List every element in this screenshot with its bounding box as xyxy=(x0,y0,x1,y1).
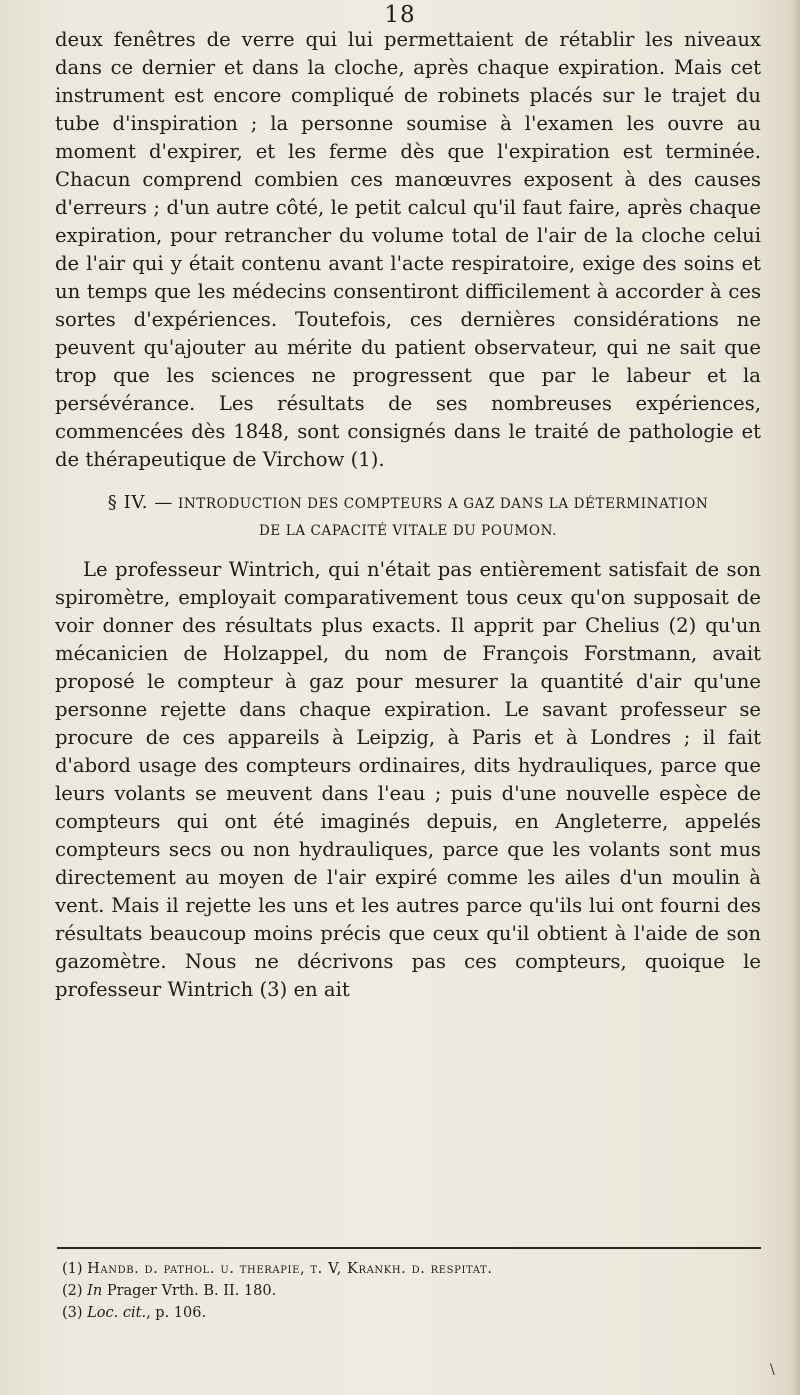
footnote-2 xyxy=(62,1280,762,1302)
section-title-line1: INTRODUCTION DES COMPTEURS A GAZ DANS LA DÉTERMINATION xyxy=(177,496,709,512)
footnote-divider xyxy=(57,1247,761,1249)
footnote-1-text: Handb. d. pathol. u. therapie, t. V, Krankh. d. respitat. xyxy=(87,1261,493,1277)
page-number: 18 xyxy=(384,2,416,28)
section-heading xyxy=(55,492,761,542)
section-title-line2: DE LA CAPACITÉ VITALE DU POUMON. xyxy=(258,523,558,539)
paragraph-continuation: deux fenêtres de verre qui lui permettaient de rétablir les niveaux dans ce dernier et dans la cloche, après chaque expiration. Mais cet instrument est encore compliqué de robinets placés sur le trajet du tube d'inspiration ; la personne soumise à l'examen les ouvre au moment d'expirer, et les ferme dès que l'expiration est terminée. Chacun comprend combien ces manœuvres exposent à des causes d'erreurs ; d'un autre côté, le petit calcul qu'il faut faire, après chaque expiration, pour retrancher du volume total de l'air de la cloche celui de l'air qui y était contenu avant l'acte respiratoire, exige des soins et un temps que les médecins consentiront difficilement à accorder à ces sortes d'expériences. Toutefois, ces dernières considérations ne peuvent qu'ajouter au mérite du patient observateur, qui ne sait que trop que les sciences ne progressent que par le labeur et la persévérance. Les résultats de ses nombreuses expériences, commencées dès 1848, sont consignés dans le traité de pathologie et de thérapeutique de Virchow (1). xyxy=(55,28,761,471)
footnote-2-italic: In xyxy=(87,1283,103,1299)
stray-ink-mark: \ xyxy=(770,1362,775,1378)
footnote-1 xyxy=(62,1258,762,1280)
page-edge-shadow xyxy=(790,0,800,1395)
heading-spacer xyxy=(55,542,761,556)
paragraph-wintrich: Le professeur Wintrich, qui n'était pas entièrement satisfait de son spiromètre, employait comparativement tous ceux qu'on supposait de voir donner des résultats plus exacts. Il apprit par Chelius (2) qu'un mécanicien de Holzappel, du nom de François Forstmann, avait proposé le compteur à gaz pour mesurer la quantité d'air qu'une personne rejette dans chaque expiration. Le savant professeur se procure de ces appareils à Leipzig, à Paris et à Londres ; il fait d'abord usage des compteurs ordinaires, dits hydrauliques, parce que leurs volants se meuvent dans l'eau ; puis d'une nouvelle espèce de compteurs qui ont été imaginés depuis, en Angleterre, appelés compteurs secs ou non hydrauliques, parce que les volants sont mus directement au moyen de l'air expiré comme les ailes d'un moulin à vent. Mais il rejette les uns et les autres parce qu'ils lui ont fourni des résultats beaucoup moins précis que ceux qu'il obtient à l'aide de son gazomètre. Nous ne décrivons pas ces compteurs, quoique le professeur Wintrich (3) en ait xyxy=(55,558,761,1001)
body-text xyxy=(55,26,761,1004)
footnote-2-text: Prager Vrth. B. II. 180. xyxy=(106,1283,277,1299)
footnote-1-number: (1) xyxy=(62,1261,83,1277)
footnote-2-number: (2) xyxy=(62,1283,83,1299)
footnotes xyxy=(62,1258,762,1324)
footnote-3-text: , p. 106. xyxy=(146,1305,207,1321)
section-mark: § IV. — xyxy=(107,492,174,513)
footnote-3 xyxy=(62,1302,762,1324)
footnote-3-italic: Loc. cit. xyxy=(87,1305,147,1321)
footnote-3-number: (3) xyxy=(62,1305,83,1321)
